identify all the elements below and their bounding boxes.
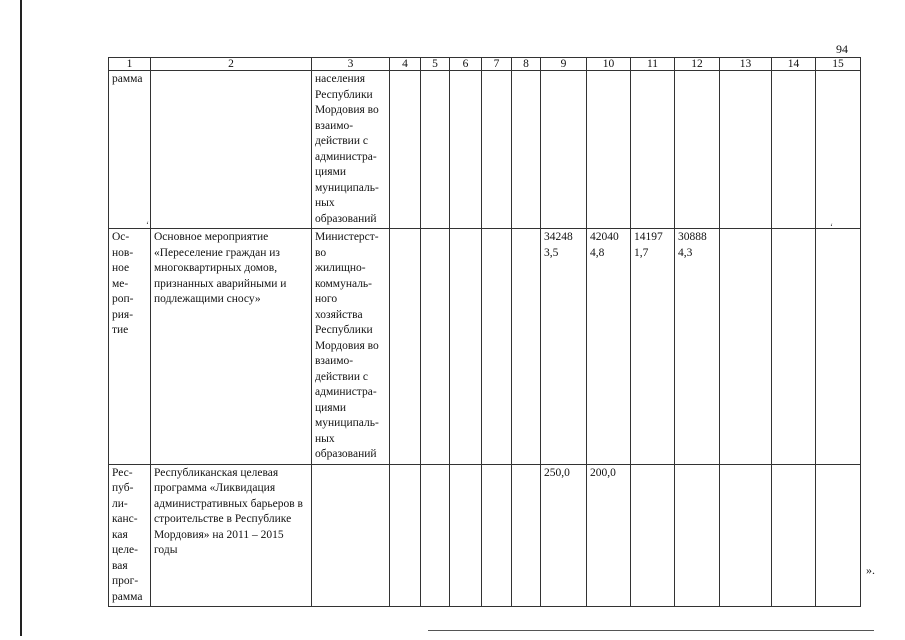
cell-empty (512, 71, 541, 229)
cell-empty (512, 464, 541, 607)
table-row (109, 229, 861, 465)
cell-description: Республиканская целевая программа «Ликвидация административных барьеров в строительстве в Республике Мордовия» на 2011 – 2015 годы (151, 464, 312, 607)
column-header: 3 (312, 58, 390, 71)
cell-value-12: 30888 4,3 (675, 229, 720, 465)
cell-value-10: 42040 4,8 (587, 229, 631, 465)
cell-value-11: 14197 1,7 (631, 229, 675, 465)
cell-empty (720, 229, 772, 465)
cell-empty (720, 464, 772, 607)
cell-name: Рес- пуб- ли- канс- кая целе- вая прог- рамма (109, 464, 151, 607)
cell-value-10 (587, 71, 631, 229)
cell-empty (482, 229, 512, 465)
cell-empty (450, 71, 482, 229)
cell-value-9 (541, 71, 587, 229)
cell-empty (390, 71, 421, 229)
cell-empty (512, 229, 541, 465)
cell-empty (772, 229, 816, 465)
column-header: 6 (450, 58, 482, 71)
column-header: 13 (720, 58, 772, 71)
column-header: 15 (816, 58, 861, 71)
column-header: 1 (109, 58, 151, 71)
table-row (109, 464, 861, 607)
column-header: 14 (772, 58, 816, 71)
table-row (109, 71, 861, 229)
cell-empty (482, 71, 512, 229)
scan-artifact-mark: ‘ (830, 222, 833, 232)
cell-value-11 (631, 71, 675, 229)
cell-empty (390, 464, 421, 607)
column-header: 2 (151, 58, 312, 71)
cell-empty (421, 71, 450, 229)
cell-empty (720, 71, 772, 229)
cell-empty (450, 229, 482, 465)
page-number: 94 (836, 42, 848, 56)
scan-artifact-mark: ‘ (146, 220, 149, 230)
cell-value-9: 250,0 (541, 464, 587, 607)
cell-executor (312, 464, 390, 607)
cell-empty (772, 71, 816, 229)
table-header-row (109, 58, 861, 71)
column-header: 11 (631, 58, 675, 71)
cell-empty (390, 229, 421, 465)
cell-empty (450, 464, 482, 607)
cell-empty (421, 464, 450, 607)
column-header: 7 (482, 58, 512, 71)
cell-executor: населения Республики Мордовия во взаимо- действии с администра- циями муниципаль- ных образований (312, 71, 390, 229)
column-header: 9 (541, 58, 587, 71)
page-left-edge (20, 0, 22, 636)
cell-description (151, 71, 312, 229)
cell-name: Ос- нов- ное ме- роп- рия- тие (109, 229, 151, 465)
bottom-rule (428, 630, 874, 631)
cell-value-10: 200,0 (587, 464, 631, 607)
cell-executor: Министерст- во жилищно- коммуналь- ного хозяйства Республики Мордовия во взаимо- действии с администра- циями муниципаль- ных образований (312, 229, 390, 465)
cell-empty (816, 71, 861, 229)
cell-empty (482, 464, 512, 607)
column-header: 12 (675, 58, 720, 71)
cell-description: Основное мероприятие «Переселение граждан из многоквартирных домов, признанных аварийными и подлежащими сносу» (151, 229, 312, 465)
cell-empty (816, 229, 861, 465)
column-header: 5 (421, 58, 450, 71)
column-header: 4 (390, 58, 421, 71)
closing-quote: ». (866, 563, 875, 577)
cell-value-12 (675, 71, 720, 229)
cell-empty (421, 229, 450, 465)
cell-empty (816, 464, 861, 607)
column-header: 10 (587, 58, 631, 71)
cell-value-9: 34248 3,5 (541, 229, 587, 465)
cell-value-11 (631, 464, 675, 607)
cell-value-12 (675, 464, 720, 607)
cell-name: рамма (109, 71, 151, 229)
cell-empty (772, 464, 816, 607)
data-table (108, 57, 861, 607)
column-header: 8 (512, 58, 541, 71)
